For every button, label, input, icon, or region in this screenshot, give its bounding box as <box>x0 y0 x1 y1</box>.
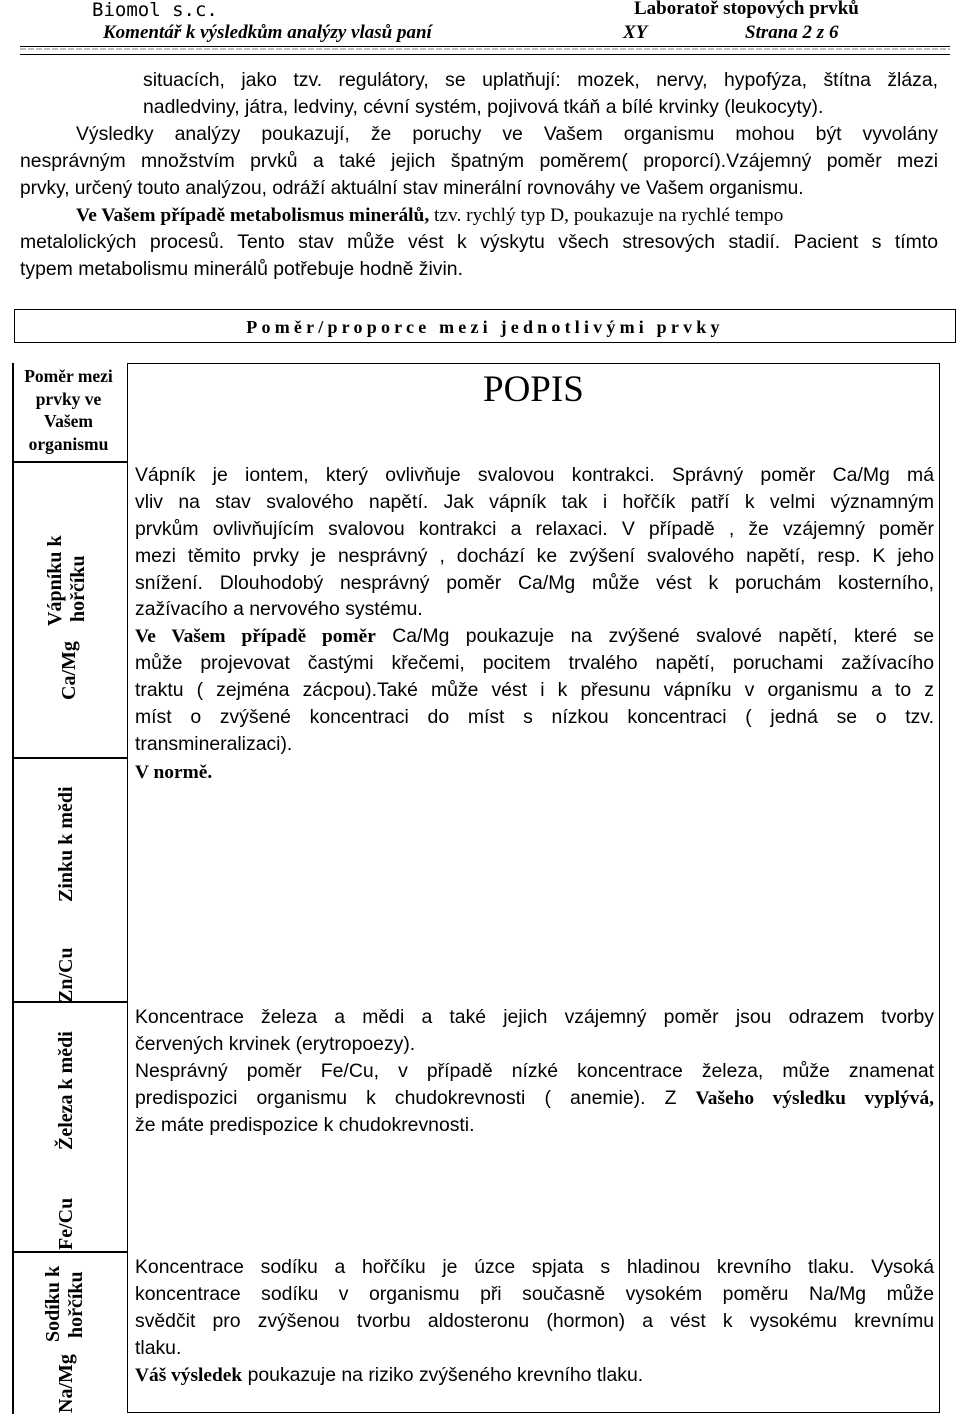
header-lab-name: Laboratoř stopových prvků <box>634 0 859 19</box>
description-line: zažívacího a nervového systému. <box>135 598 423 621</box>
result-line: míst o zvýšené koncentraci do míst s nízkou koncentraci ( jedná se o tzv. <box>135 706 934 729</box>
description-line: Koncentrace železa a mědi a také jejich vzájemný poměr jsou odrazem tvorby <box>135 1006 934 1028</box>
table-left-border <box>12 363 14 1414</box>
description-line: koncentrace sodíku v organismu při současně vysokém poměru Na/Mg může <box>135 1282 934 1305</box>
result-highlight: Váš výsledek <box>135 1364 243 1386</box>
row-divider <box>12 757 127 759</box>
description-column-header: POPIS <box>483 369 584 410</box>
intro-line-rest: tzv. rychlý typ D, poukazuje na rychlé tempo <box>429 205 784 226</box>
description-line: červených krvinek (erytropoezy). <box>135 1032 416 1055</box>
intro-line: Výsledky analýzy poukazují, že poruchy ve Vašem organismu mohou být vyvolány <box>76 123 938 145</box>
ratio-code: Ca/Mg <box>58 641 80 700</box>
proportion-title: Poměr/proporce mezi jednotlivými prvky <box>246 317 724 337</box>
ratio-column-header: Poměr mezi prvky ve Vašem organismu <box>24 366 113 454</box>
description-line: svědčit pro zvýšenou tvorbu aldosteronu (hormon) a vést k vysokému krevnímu <box>135 1309 934 1332</box>
proportion-title-box <box>14 309 956 343</box>
ratio-name-na-mg: Sodíku k hořčíku <box>42 1265 87 1342</box>
header-brand: Biomol s.c. <box>92 0 218 21</box>
ratio-code-zn-cu: Zn/Cu <box>55 947 77 1003</box>
description-line: prvkům ovlivňujícím svalovou kontrakci a relaxaci. V případě , že vzájemný poměr <box>135 517 934 540</box>
header-divider <box>20 46 950 55</box>
result-highlight: Ve Vašem případě poměr <box>135 626 376 648</box>
result-highlight: V normě. <box>135 762 213 783</box>
ratio-code-fe-cu: Fe/Cu <box>55 1197 77 1250</box>
description-line: snížení. Dlouhodobý nesprávný poměr Ca/Mg může vést k poruchám kosterního, <box>135 571 934 594</box>
result-line: může projevovat častými křečemi, pocitem trvalého napětí, poruchami zažívacího <box>135 652 934 675</box>
row-divider <box>12 1251 127 1253</box>
result-highlight: Vašeho výsledku vyplývá, <box>695 1087 934 1109</box>
result-line: Váš výsledek poukazuje na riziko zvýšeného krevního tlaku. <box>135 1363 644 1386</box>
intro-line: metalolických procesů. Tento stav může vést k výskytu všech stresových stadií. Pacient s tímto <box>20 231 938 253</box>
result-line: transmineralizaci). <box>135 732 293 755</box>
description-ca-mg <box>135 462 934 758</box>
ratio-name-fe-cu: Železa k mědi <box>55 1031 77 1150</box>
description-line: Vápník je iontem, který ovlivňuje svalovou kontrakci. Správný poměr Ca/Mg má <box>135 464 934 486</box>
ratio-label-ca-mg <box>52 641 80 700</box>
intro-line: prvky, určený touto analýzou, odráží aktuální stav minerální rovnováhy ve Vašem organismu. <box>20 178 804 199</box>
description-line: tlaku. <box>135 1336 182 1359</box>
description-line: mezi těmito prvky je nesprávný , dochází ke zvýšení svalového napětí, resp. K jeho <box>135 544 934 567</box>
description-line: Koncentrace sodíku a hořčíku je úzce spjata s hladinou krevního tlaku. Vysoká <box>135 1256 934 1278</box>
row-divider <box>12 461 127 463</box>
description-line: vliv na stav svalového napětí. Jak vápník tak i hořčík patří k velmi významným <box>135 490 934 513</box>
ratio-name-ca-mg: Vápníku k hořčíku <box>44 535 89 626</box>
description-zn-cu <box>135 760 934 787</box>
result-line: že máte predispozice k chudokrevnosti. <box>135 1113 475 1136</box>
intro-highlight: Ve Vašem případě metabolismus minerálů, <box>76 205 430 226</box>
ratio-code-na-mg: Na/Mg <box>55 1354 77 1413</box>
description-line: Nesprávný poměr Fe/Cu, v případě nízké koncentrace železa, může znamenat <box>135 1059 934 1082</box>
description-line: predispozici organismu k chudokrevnosti ( anemie). Z Vašeho výsledku vyplývá, <box>135 1086 934 1109</box>
ratio-name-zn-cu: Zinku k mědi <box>55 786 77 902</box>
intro-line: nadledviny, játra, ledviny, cévní systém, pojivová tkáň a bílé krvinky (leukocyty). <box>143 96 824 118</box>
header-page-number: Strana 2 z 6 <box>745 22 839 43</box>
header-comment: Komentář k výsledkům analýzy vlasů paní <box>103 22 432 43</box>
description-fe-cu <box>135 1004 934 1138</box>
intro-line: typem metabolismu minerálů potřebuje hodně živin. <box>20 258 463 280</box>
intro-line <box>76 202 938 229</box>
description-na-mg <box>135 1254 934 1388</box>
intro-line: situacích, jako tzv. regulátory, se uplatňují: mozek, nervy, hypofýza, štítna žláza, <box>143 69 938 91</box>
result-line: traktu ( zejména zácpou).Také může vést i k přesunu vápníku v organismu a to z <box>135 679 934 702</box>
header-person: XY <box>623 22 648 43</box>
intro-line: nesprávným množstvím prvků a také jejich špatným poměrem( proporcí).Vzájemný poměr mezi <box>20 150 938 172</box>
result-line: Ve Vašem případě poměr Ca/Mg poukazuje na zvýšené svalové napětí, které se <box>135 625 934 648</box>
